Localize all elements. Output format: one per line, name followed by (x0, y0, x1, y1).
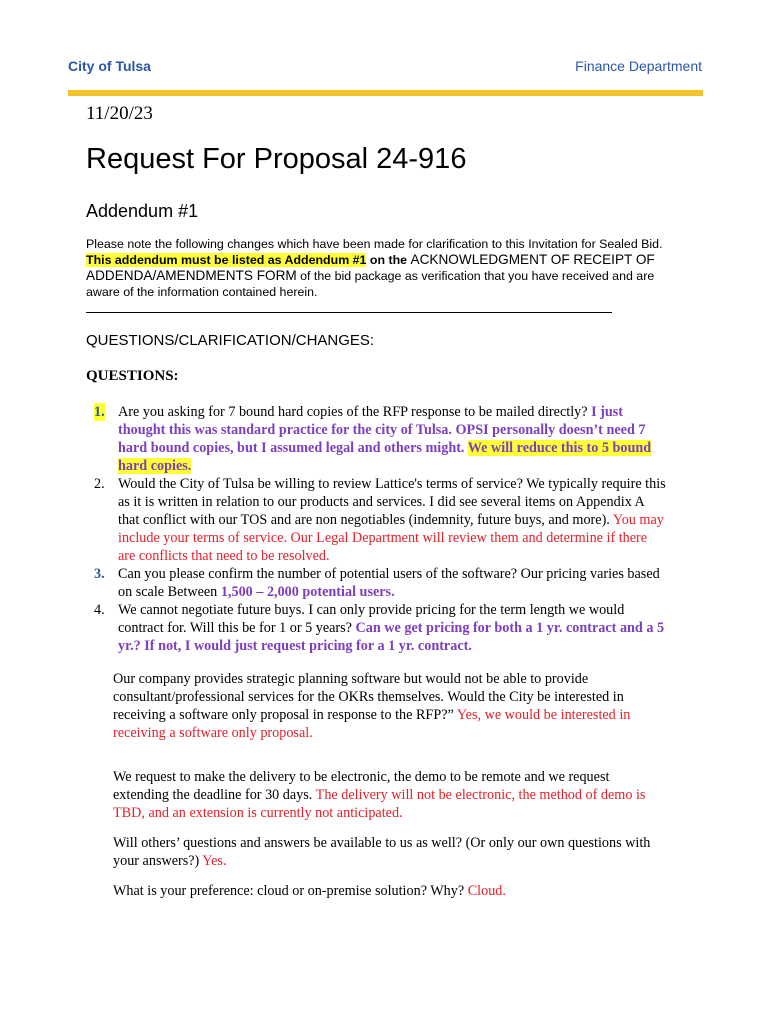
intro-paragraph (86, 236, 666, 300)
answer-text: 1,500 – 2,000 potential users. (220, 584, 395, 600)
paragraph-question: Our company provides strategic planning software but would not be able to provide consultant/professional services for the OKRs themselves. Would the City be interested in receiving a software only proposal in response to the RFP?” (113, 671, 624, 723)
header-department: Finance Department (575, 58, 702, 74)
question-item (86, 403, 666, 475)
header-divider (68, 90, 703, 96)
paragraph-question: We request to make the delivery to be electronic, the demo to be remote and we request extending the deadline for 30 days. (113, 769, 610, 803)
intro-highlight: This addendum must be listed as Addendum #1 (86, 253, 367, 267)
questions-heading: QUESTIONS: (86, 368, 179, 384)
intro-text: Please note the following changes which have been made for clarification to this Invitation for Sealed Bid. (86, 237, 663, 251)
question-number: 3. (94, 566, 105, 582)
question-text: Are you asking for 7 bound hard copies of the RFP response to be mailed directly? (118, 404, 592, 420)
questions-list (86, 403, 666, 655)
answer-text: I just thought this was standard practice for the city of Tulsa. OPSI personally doesn’t need 7 hard bound copies, but I assumed legal and others might. (118, 404, 646, 456)
answer-text: You may include your terms of service. Our Legal Department will review them and determine if there are conflicts that need to be resolved. (118, 512, 664, 564)
paragraph-question: What is your preference: cloud or on-premise solution? Why? (113, 883, 468, 899)
question-text: We cannot negotiate future buys. I can only provide pricing for the term length we would contract for. Will this be for 1 or 5 years? (118, 602, 625, 636)
addendum-label: Addendum #1 (86, 201, 199, 221)
question-number: 1. (94, 404, 105, 420)
header-organization: City of Tulsa (68, 58, 151, 74)
question-number: 4. (94, 602, 105, 618)
paragraph-answer: The delivery will not be electronic, the method of demo is TBD, and an extension is currently not anticipated. (113, 787, 646, 821)
question-paragraph (113, 882, 653, 900)
intro-form-name: ACKNOWLEDGMENT OF RECEIPT OF ADDENDA/AMENDMENTS FORM (86, 252, 655, 283)
section-title: QUESTIONS/CLARIFICATION/CHANGES: (86, 332, 375, 349)
section-divider (86, 312, 612, 313)
paragraph-answer: Yes, we would be interested in receiving a software only proposal. (113, 707, 631, 741)
question-item (86, 475, 666, 565)
document-date: 11/20/23 (86, 103, 153, 124)
answer-text: Can we get pricing for both a 1 yr. contract and a 5 yr.? If not, I would just request pricing for a 1 yr. contract. (118, 620, 665, 654)
question-text: Can you please confirm the number of potential users of the software? Our pricing varies based on scale Between (118, 566, 660, 600)
paragraph-question: Will others’ questions and answers be available to us as well? (Or only our own questions with your answers?) (113, 835, 651, 869)
question-item (86, 565, 666, 601)
intro-bold: on the (366, 253, 411, 267)
question-paragraph (113, 768, 653, 822)
answer-highlight: We will reduce this to 5 bound hard copies. (118, 440, 652, 474)
question-paragraph (113, 834, 653, 870)
intro-text-end: of the bid package as verification that you have received and are aware of the information contained herein. (86, 269, 655, 299)
question-paragraph (113, 670, 653, 742)
question-text: Would the City of Tulsa be willing to review Lattice's terms of service? We typically require this as it is written in relation to our products and services. I did see several items on Appendix A that conflict with our TOS and are non negotiables (indemnity, future buys, and more). (118, 476, 666, 528)
document-title: Request For Proposal 24-916 (86, 143, 467, 175)
question-item (86, 601, 666, 655)
question-number: 2. (94, 476, 105, 492)
paragraph-answer: Yes. (202, 853, 227, 869)
paragraph-answer: Cloud. (467, 883, 506, 899)
